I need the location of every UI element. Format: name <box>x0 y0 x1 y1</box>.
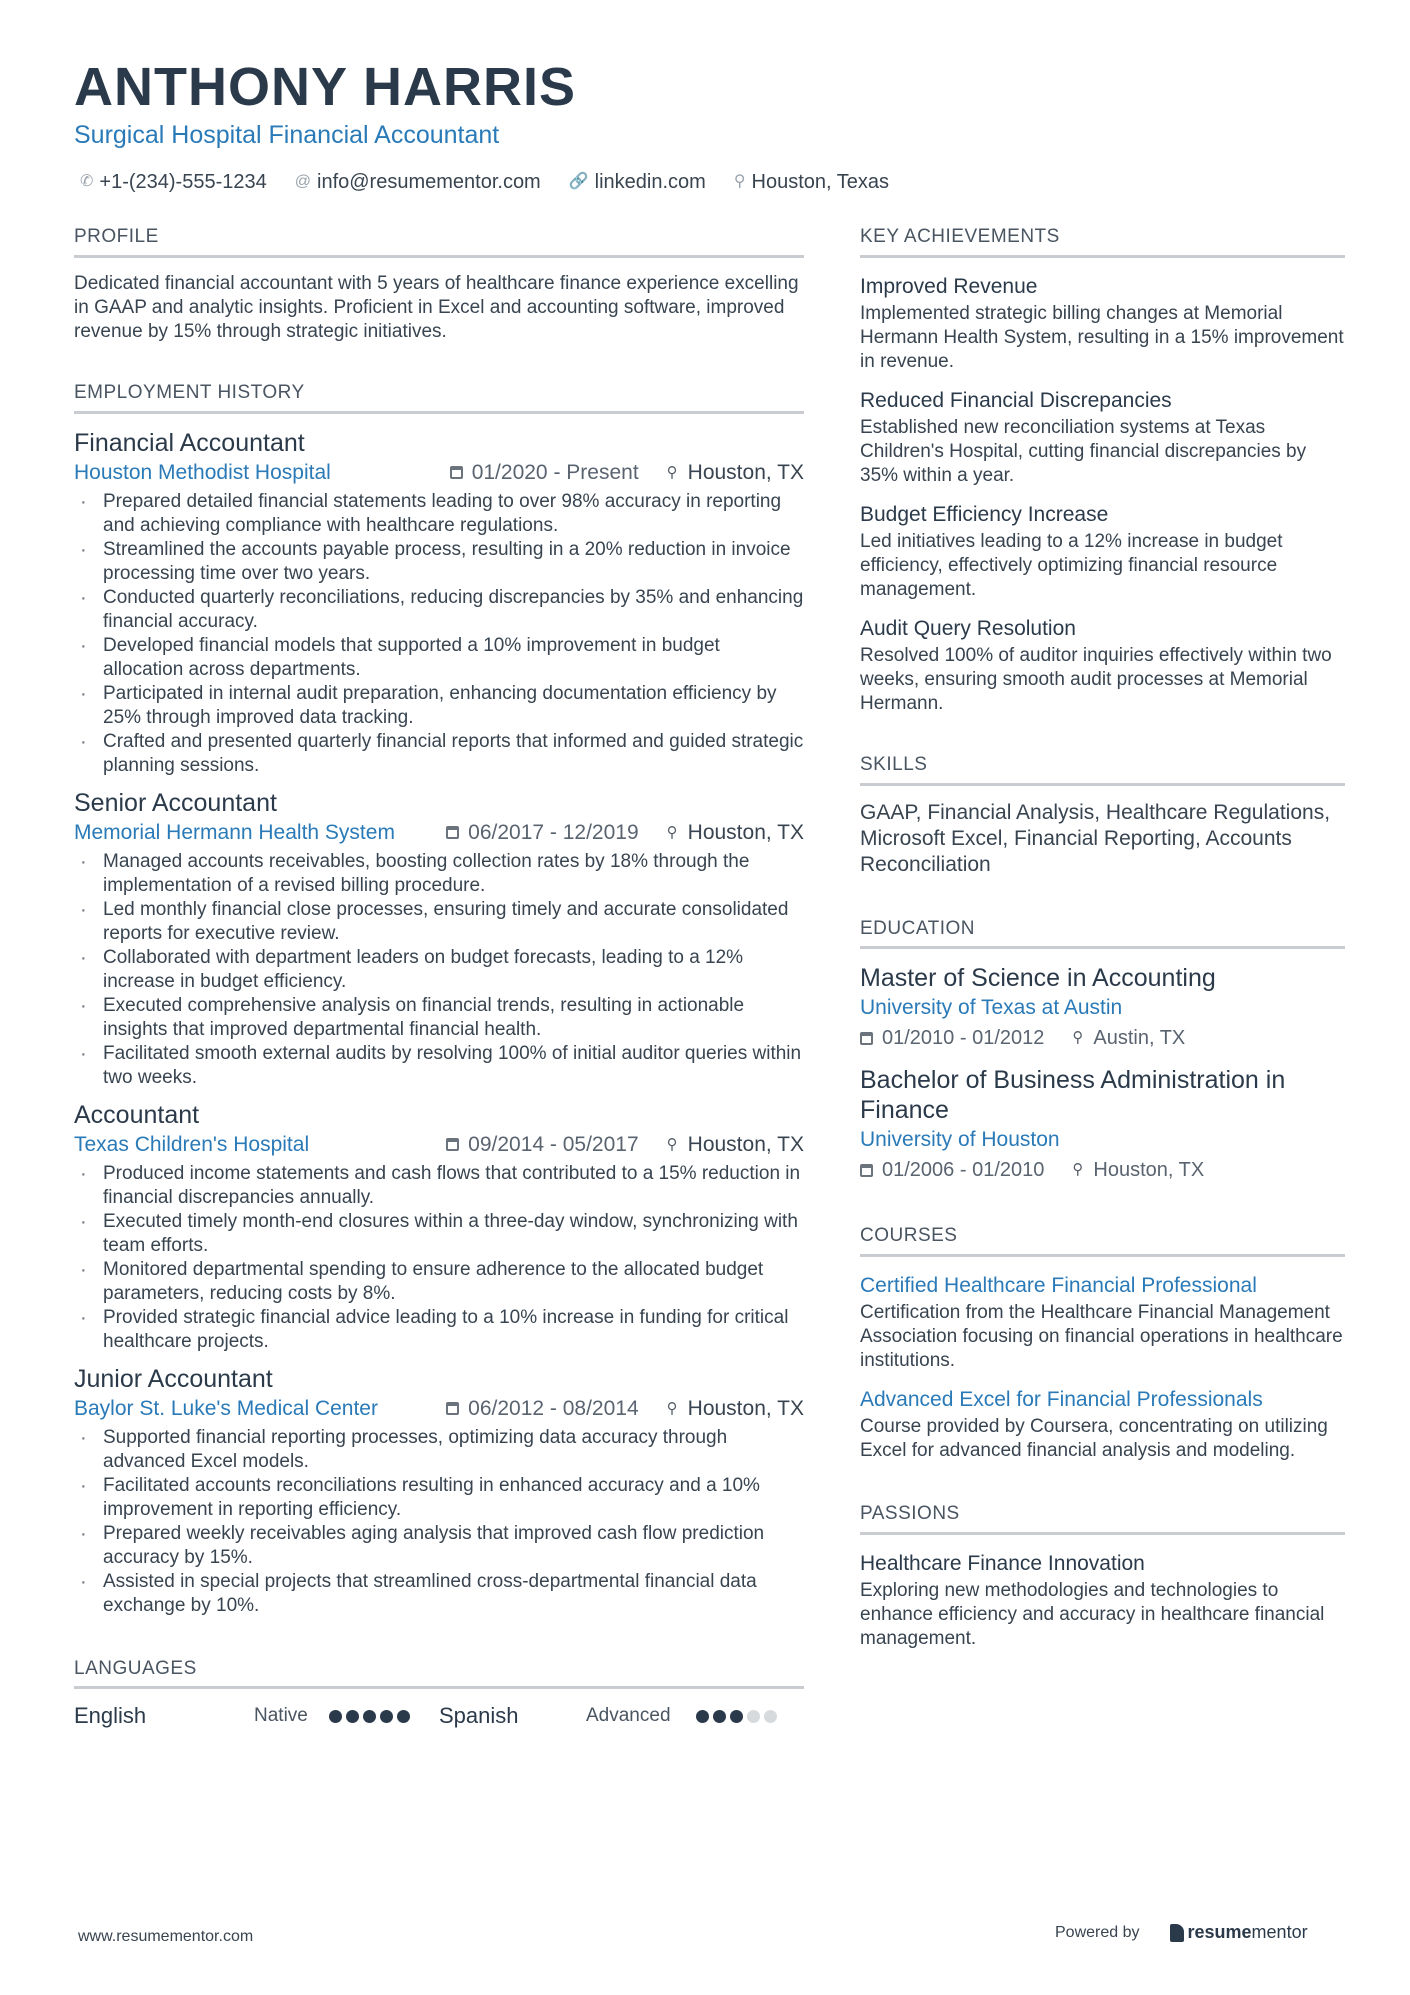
job-location: Houston, TX <box>687 1132 804 1156</box>
job-bullet: · Conducted quarterly reconciliations, reducing discrepancies by 35% and enhancing financial accuracy. <box>74 586 804 634</box>
contact-phone[interactable]: ✆ +1-(234)-555-1234 <box>80 168 267 196</box>
contact-bar <box>80 168 917 196</box>
employment-list <box>74 428 804 1618</box>
achievement-title: Improved Revenue <box>860 274 1038 298</box>
job-location: Houston, TX <box>687 1396 804 1420</box>
rating-dot-filled <box>696 1710 709 1723</box>
job-entry <box>74 1100 804 1354</box>
location-pin-icon: ⚲ <box>666 1135 678 1153</box>
job-bullet: · Assisted in special projects that streamlined cross-departmental financial data exchange by 10%. <box>74 1570 804 1618</box>
language-level: Advanced <box>586 1705 671 1727</box>
job-bullets <box>74 1162 804 1354</box>
job-bullet: · Prepared weekly receivables aging analysis that improved cash flow prediction accuracy by 15%. <box>74 1522 804 1570</box>
skills-text: GAAP, Financial Analysis, Healthcare Regulations, Microsoft Excel, Financial Reporting, Accounts Reconciliation <box>860 800 1331 876</box>
powered-by-label: Powered by <box>1055 1923 1140 1941</box>
job-dates: 09/2014 - 05/2017 <box>468 1132 639 1156</box>
location-pin-icon: ⚲ <box>1072 1161 1084 1179</box>
courses-list <box>860 1271 1345 1463</box>
job-bullet: · Streamlined the accounts payable process, resulting in a 20% reduction in invoice processing time over two years. <box>74 538 804 586</box>
course-title: Certified Healthcare Financial Professional <box>860 1274 1257 1298</box>
language-name: English <box>74 1703 147 1729</box>
course-title: Advanced Excel for Financial Professionals <box>860 1388 1263 1412</box>
job-bullet: · Led monthly financial close processes, ensuring timely and accurate consolidated reports for executive review. <box>74 898 804 946</box>
resumementor-logo-icon <box>1170 1924 1184 1942</box>
language-rating <box>329 1710 414 1723</box>
passion-text: Exploring new methodologies and technologies to enhance efficiency and accuracy in healthcare financial management. <box>860 1579 1325 1649</box>
job-title: Senior Accountant <box>74 788 277 817</box>
job-bullet: · Prepared detailed financial statements leading to over 98% accuracy in reporting and achieving compliance with healthcare regulations. <box>74 490 804 538</box>
language-item <box>74 1703 439 1729</box>
candidate-name: ANTHONY HARRIS <box>74 57 577 117</box>
job-bullets <box>74 850 804 1090</box>
achievement-text: Led initiatives leading to a 12% increase in budget efficiency, effectively optimizing financial resource management. <box>860 530 1283 600</box>
job-entry <box>74 788 804 1090</box>
job-bullet: · Facilitated smooth external audits by resolving 100% of initial auditor queries within two weeks. <box>74 1042 804 1090</box>
contact-linkedin[interactable]: 🔗 linkedin.com <box>569 168 706 196</box>
job-location: Houston, TX <box>687 820 804 844</box>
location-pin-icon: ⚲ <box>733 173 746 190</box>
contact-email[interactable]: @ info@resumementor.com <box>295 168 541 196</box>
calendar-icon <box>860 1032 873 1045</box>
education-location: Houston, TX <box>1093 1159 1205 1182</box>
job-bullet: · Produced income statements and cash flows that contributed to a 15% reduction in financial discrepancies annually. <box>74 1162 804 1210</box>
language-item <box>439 1703 781 1729</box>
job-company: Texas Children's Hospital <box>74 1132 310 1156</box>
job-meta <box>74 1130 804 1160</box>
location-pin-icon: ⚲ <box>1072 1029 1084 1047</box>
location-pin-icon: ⚲ <box>666 823 678 841</box>
course-text: Course provided by Coursera, concentrating on utilizing Excel for advanced financial analysis and modeling. <box>860 1416 1328 1462</box>
footer-website[interactable]: www.resumementor.com <box>78 1928 254 1945</box>
profile-text: Dedicated financial accountant with 5 years of healthcare finance experience excelling in GAAP and analytic insights. Proficient in Excel and accounting software, improved revenue by 15% through strategic initiatives. <box>74 272 799 342</box>
phone-icon: ✆ <box>80 173 94 190</box>
achievement-text: Resolved 100% of auditor inquiries effectively within two weeks, ensuring smooth audit processes at Memorial Hermann. <box>860 644 1332 714</box>
rating-dot-filled <box>346 1710 359 1723</box>
job-title: Accountant <box>74 1100 200 1129</box>
education-dates: 01/2006 - 01/2010 <box>882 1159 1045 1182</box>
language-name: Spanish <box>439 1703 519 1729</box>
job-bullet: · Collaborated with department leaders on budget forecasts, leading to a 12% increase in budget efficiency. <box>74 946 804 994</box>
link-icon: 🔗 <box>568 173 589 190</box>
calendar-icon <box>446 826 459 839</box>
passions-list <box>860 1549 1345 1651</box>
footer-branding <box>1055 1922 1308 1943</box>
calendar-icon <box>450 466 463 479</box>
education-list <box>860 963 1345 1185</box>
education-degree: Bachelor of Business Administration in Finance <box>860 1066 1286 1125</box>
calendar-icon <box>446 1402 459 1415</box>
rating-dot-empty <box>747 1710 760 1723</box>
contact-location: ⚲ Houston, Texas <box>734 168 889 196</box>
employment-heading: EMPLOYMENT HISTORY <box>74 382 804 414</box>
achievements-heading: KEY ACHIEVEMENTS <box>860 226 1345 258</box>
achievement-text: Implemented strategic billing changes at Memorial Hermann Health System, resulting in a 15% improvement in revenue. <box>860 302 1344 372</box>
passion-title: Healthcare Finance Innovation <box>860 1551 1145 1575</box>
job-title: Financial Accountant <box>74 428 305 457</box>
job-meta <box>74 1394 804 1424</box>
education-school: University of Houston <box>860 1128 1060 1152</box>
right-column <box>860 226 1345 1663</box>
rating-dot-empty <box>764 1710 777 1723</box>
candidate-role: Surgical Hospital Financial Accountant <box>74 121 500 149</box>
skills-heading: SKILLS <box>860 754 1345 786</box>
job-bullet: · Executed timely month-end closures within a three-day window, synchronizing with team efforts. <box>74 1210 804 1258</box>
job-bullet: · Managed accounts receivables, boosting collection rates by 18% through the implementation of a revised billing procedure. <box>74 850 804 898</box>
education-location: Austin, TX <box>1093 1027 1186 1050</box>
left-column <box>74 226 804 1729</box>
job-dates: 06/2017 - 12/2019 <box>468 820 639 844</box>
rating-dot-filled <box>730 1710 743 1723</box>
rating-dot-filled <box>713 1710 726 1723</box>
achievement-title: Reduced Financial Discrepancies <box>860 388 1172 412</box>
job-bullet: · Supported financial reporting processes, optimizing data accuracy through advanced Excel models. <box>74 1426 804 1474</box>
job-bullet: · Executed comprehensive analysis on financial trends, resulting in actionable insights that improved departmental financial health. <box>74 994 804 1042</box>
language-rating <box>696 1710 781 1723</box>
calendar-icon <box>446 1138 459 1151</box>
rating-dot-filled <box>397 1710 410 1723</box>
at-icon: @ <box>294 173 311 190</box>
achievement-title: Budget Efficiency Increase <box>860 502 1109 526</box>
achievement-text: Established new reconciliation systems at Texas Children's Hospital, cutting financial discrepancies by 35% within a year. <box>860 416 1307 486</box>
job-company: Memorial Hermann Health System <box>74 820 395 844</box>
calendar-icon <box>860 1164 873 1177</box>
job-location: Houston, TX <box>687 460 804 484</box>
passions-heading: PASSIONS <box>860 1503 1345 1535</box>
job-bullets <box>74 490 804 778</box>
education-dates: 01/2010 - 01/2012 <box>882 1027 1045 1050</box>
achievements-list <box>860 272 1345 716</box>
languages-heading: LANGUAGES <box>74 1658 804 1690</box>
education-degree: Master of Science in Accounting <box>860 964 1216 993</box>
location-pin-icon: ⚲ <box>666 463 678 481</box>
education-heading: EDUCATION <box>860 918 1345 950</box>
job-bullets <box>74 1426 804 1618</box>
course-text: Certification from the Healthcare Financial Management Association focusing on financial operations in healthcare institutions. <box>860 1302 1343 1372</box>
education-meta <box>860 1023 1345 1053</box>
job-entry <box>74 428 804 778</box>
rating-dot-filled <box>329 1710 342 1723</box>
job-bullet: · Facilitated accounts reconciliations resulting in enhanced accuracy and a 10% improvement in reporting efficiency. <box>74 1474 804 1522</box>
location-pin-icon: ⚲ <box>666 1399 678 1417</box>
job-entry <box>74 1364 804 1618</box>
job-bullet: · Developed financial models that supported a 10% improvement in budget allocation across departments. <box>74 634 804 682</box>
education-school: University of Texas at Austin <box>860 996 1123 1020</box>
achievement-title: Audit Query Resolution <box>860 616 1076 640</box>
job-bullet: · Monitored departmental spending to ensure adherence to the allocated budget parameters, reducing costs by 8%. <box>74 1258 804 1306</box>
job-bullet: · Crafted and presented quarterly financial reports that informed and guided strategic planning sessions. <box>74 730 804 778</box>
rating-dot-filled <box>380 1710 393 1723</box>
education-meta <box>860 1155 1345 1185</box>
job-meta <box>74 458 804 488</box>
profile-heading: PROFILE <box>74 226 804 258</box>
courses-heading: COURSES <box>860 1225 1345 1257</box>
brand-name[interactable]: resumementor <box>1187 1922 1308 1942</box>
job-dates: 06/2012 - 08/2014 <box>468 1396 639 1420</box>
languages-list <box>74 1703 804 1729</box>
language-level: Native <box>254 1705 308 1727</box>
rating-dot-filled <box>363 1710 376 1723</box>
job-bullet: · Provided strategic financial advice leading to a 10% increase in funding for critical healthcare projects. <box>74 1306 804 1354</box>
job-bullet: · Participated in internal audit preparation, enhancing documentation efficiency by 25% through improved data tracking. <box>74 682 804 730</box>
job-dates: 01/2020 - Present <box>471 460 639 484</box>
job-title: Junior Accountant <box>74 1364 273 1393</box>
job-company: Houston Methodist Hospital <box>74 460 331 484</box>
job-meta <box>74 818 804 848</box>
job-company: Baylor St. Luke's Medical Center <box>74 1396 378 1420</box>
